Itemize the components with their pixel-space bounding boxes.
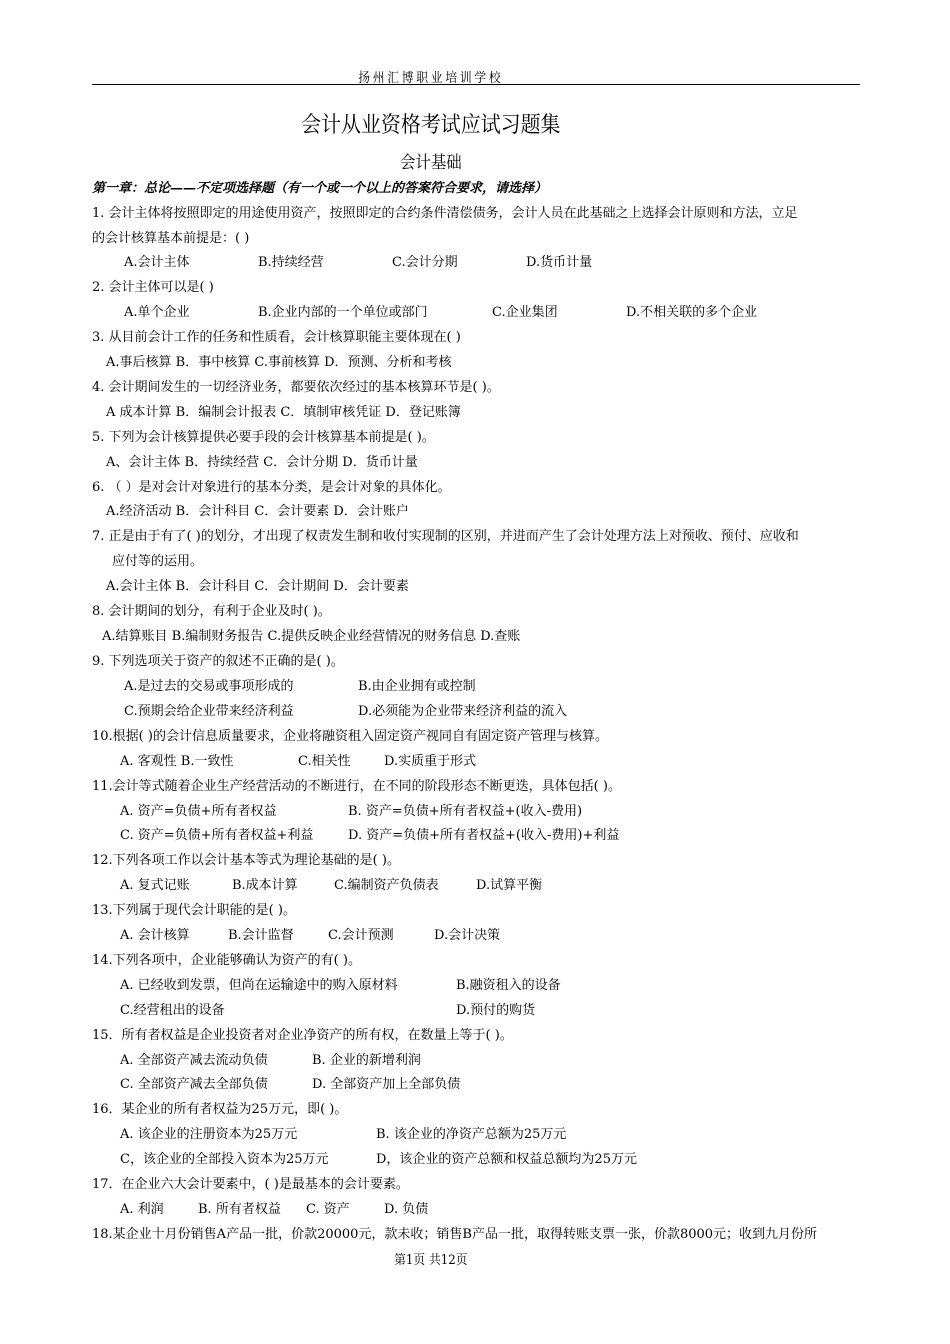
- page-header: 扬州汇博职业培训学校: [358, 71, 504, 86]
- question-17-option-c: C. 资产: [306, 1202, 350, 1217]
- question-1-line-2: 的会计核算基本前提是：( ): [92, 231, 250, 246]
- question-1-option-b: B.持续经营: [258, 255, 324, 270]
- question-13-option-d: D.会计决策: [434, 928, 501, 943]
- question-14-option-b: B.融资租入的设备: [456, 978, 561, 993]
- question-12: 12.下列各项工作以会计基本等式为理论基础的是( )。: [92, 853, 400, 868]
- question-5-options: A、会计主体 B．持续经营 C．会计分期 D．货币计量: [106, 455, 418, 470]
- question-15-option-c: C. 全部资产减去全部负债: [120, 1077, 268, 1092]
- page-footer: 第1页 共12页: [394, 1253, 468, 1268]
- question-16-option-b: B. 该企业的净资产总额为25万元: [376, 1127, 567, 1142]
- question-14-option-a: A. 已经收到发票，但尚在运输途中的购入原材料: [120, 978, 398, 993]
- question-1-line-1: 1. 会计主体将按照即定的用途使用资产，按照即定的合约条件清偿债务，会计人员在此基础之上选择会计原则和方法，立足: [92, 206, 798, 221]
- question-9-option-a: A.是过去的交易或事项形成的: [124, 679, 294, 694]
- question-11: 11.会计等式随着企业生产经营活动的不断进行，在不同的阶段形态不断更迭，具体包括( )。: [92, 779, 621, 794]
- question-17: 17．在企业六大会计要素中，( )是最基本的会计要素。: [92, 1177, 409, 1192]
- document-subtitle: 会计基础: [399, 153, 462, 173]
- question-12-option-a: A. 复式记账: [120, 878, 190, 893]
- question-2-option-c: C.企业集团: [492, 305, 558, 320]
- question-15-option-a: A. 全部资产减去流动负债: [120, 1053, 268, 1068]
- question-3: 3. 从目前会计工作的任务和性质看，会计核算职能主要体现在( ): [92, 330, 461, 345]
- question-16-option-a: A. 该企业的注册资本为25万元: [120, 1127, 298, 1142]
- question-1-option-c: C.会计分期: [392, 255, 458, 270]
- question-14: 14.下列各项中，企业能够确认为资产的有( )。: [92, 953, 361, 968]
- question-10: 10.根据( )的会计信息质量要求，企业将融资租入固定资产视同自有固定资产管理与核算。: [92, 729, 608, 744]
- question-11-option-a: A. 资产=负债+所有者权益: [120, 804, 277, 819]
- question-13-option-b: B.会计监督: [228, 928, 294, 943]
- question-16-option-c: C，该企业的全部投入资本为25万元: [120, 1152, 329, 1167]
- question-9-option-c: C.预期会给企业带来经济利益: [124, 704, 294, 719]
- question-10-option-d: D.实质重于形式: [384, 754, 477, 769]
- question-17-option-a: A. 利润: [120, 1202, 164, 1217]
- question-16-option-d: D，该企业的资产总额和权益总额均为25万元: [376, 1152, 637, 1167]
- question-15-option-b: B. 企业的新增利润: [312, 1053, 421, 1068]
- question-14-option-d: D.预付的购货: [456, 1003, 536, 1018]
- question-7-line-1: 7. 正是由于有了( )的划分，才出现了权责发生制和收付实现制的区别，并进而产生了会计处理方法上对预收、预付、应收和: [92, 529, 799, 544]
- question-2-option-a: A.单个企业: [124, 305, 190, 320]
- question-13-option-c: C.会计预测: [328, 928, 394, 943]
- question-7-options: A.会计主体 B．会计科目 C．会计期间 D．会计要素: [106, 579, 409, 594]
- question-11-option-d: D. 资产=负债+所有者权益+(收入-费用)+利益: [348, 828, 620, 843]
- question-2-option-d: D.不相关联的多个企业: [626, 305, 758, 320]
- question-9: 9. 下列选项关于资产的叙述不正确的是( )。: [92, 654, 344, 669]
- question-7-line-2: 应付等的运用。: [112, 554, 204, 569]
- question-16: 16．某企业的所有者权益为25万元，即( )。: [92, 1102, 348, 1117]
- question-11-option-c: C. 资产=负债+所有者权益+利益: [120, 828, 314, 843]
- question-15: 15．所有者权益是企业投资者对企业净资产的所有权，在数量上等于( )。: [92, 1028, 513, 1043]
- question-10-option-c: C.相关性: [298, 754, 351, 769]
- question-5: 5. 下列为会计核算提供必要手段的会计核算基本前提是( )。: [92, 430, 435, 445]
- question-4: 4. 会计期间发生的一切经济业务，都要依次经过的基本核算环节是( )。: [92, 380, 500, 395]
- question-6: 6. （ ）是对会计对象进行的基本分类，是会计对象的具体化。: [92, 480, 451, 495]
- question-2-option-b: B.企业内部的一个单位或部门: [258, 305, 428, 320]
- question-17-option-d: D. 负债: [384, 1202, 429, 1217]
- document-title: 会计从业资格考试应试习题集: [301, 113, 561, 138]
- question-2: 2. 会计主体可以是( ): [92, 280, 214, 295]
- question-10-option-ab: A. 客观性 B.一致性: [120, 754, 234, 769]
- chapter-heading: 第一章：总论——不定项选择题（有一个或一个以上的答案符合要求，请选择）: [92, 181, 548, 196]
- question-8: 8. 会计期间的划分，有利于企业及时( )。: [92, 604, 331, 619]
- question-6-options: A.经济活动 B．会计科目 C．会计要素 D．会计账户: [106, 504, 409, 519]
- question-15-option-d: D. 全部资产加上全部负债: [312, 1077, 461, 1092]
- question-12-option-c: C.编制资产负债表: [334, 878, 439, 893]
- question-11-option-b: B. 资产=负债+所有者权益+(收入-费用): [348, 804, 583, 819]
- question-14-option-c: C.经营租出的设备: [120, 1003, 225, 1018]
- question-18-line-1: 18.某企业十月份销售A产品一批，价款20000元，款未收；销售B产品一批，取得转账支票一张，价款8000元；收到九月份所: [92, 1227, 818, 1242]
- question-4-options: A 成本计算 B．编制会计报表 C．填制审核凭证 D．登记账簿: [106, 405, 461, 420]
- question-13-option-a: A. 会计核算: [120, 928, 190, 943]
- question-9-option-d: D.必须能为企业带来经济利益的流入: [358, 704, 568, 719]
- question-12-option-d: D.试算平衡: [476, 878, 543, 893]
- header-rule: [92, 84, 860, 85]
- question-12-option-b: B.成本计算: [232, 878, 298, 893]
- question-9-option-b: B.由企业拥有或控制: [358, 679, 476, 694]
- question-3-options: A.事后核算 B．事中核算 C.事前核算 D．预测、分析和考核: [106, 355, 452, 370]
- question-13: 13.下列属于现代会计职能的是( )。: [92, 903, 296, 918]
- question-8-options: A.结算账目 B.编制财务报告 C.提供反映企业经营情况的财务信息 D.查账: [102, 629, 521, 644]
- question-17-option-b: B. 所有者权益: [198, 1202, 281, 1217]
- question-1-option-d: D.货币计量: [526, 255, 593, 270]
- question-1-option-a: A.会计主体: [124, 255, 190, 270]
